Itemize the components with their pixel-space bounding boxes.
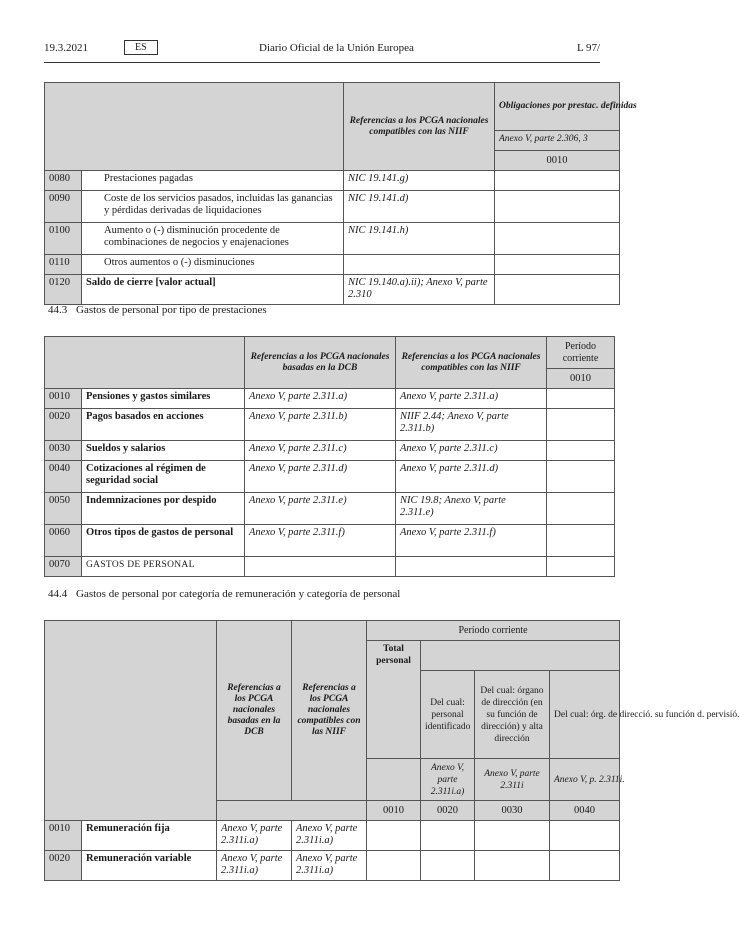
row-label: Saldo de cierre [valor actual] bbox=[82, 275, 344, 305]
row-label: Remuneración variable bbox=[82, 851, 217, 881]
row-ref: NIC 19.141.h) bbox=[344, 223, 495, 255]
table-row bbox=[45, 821, 620, 851]
table3-ref-spacer bbox=[217, 801, 367, 821]
row-label: Prestaciones pagadas bbox=[82, 171, 344, 191]
table-row bbox=[45, 461, 615, 493]
row-dcb-ref: Anexo V, parte 2.311.a) bbox=[245, 389, 396, 409]
table3-period-header: Período corriente bbox=[367, 621, 620, 641]
row-code: 0040 bbox=[45, 461, 82, 493]
table-row bbox=[45, 191, 620, 223]
row-value bbox=[475, 821, 550, 851]
table3-sub3-ref: Anexo V, p. 2.311i. bbox=[550, 759, 620, 801]
row-code: 0070 bbox=[45, 557, 82, 577]
table3-sub-spacer bbox=[421, 641, 620, 671]
row-code: 0080 bbox=[45, 171, 82, 191]
row-label: Pagos basados en acciones bbox=[82, 409, 245, 441]
row-value bbox=[547, 525, 615, 557]
table-row bbox=[45, 851, 620, 881]
row-niif-ref: NIC 19.8; Anexo V, parte 2.311.e) bbox=[396, 493, 547, 525]
row-value bbox=[547, 557, 615, 577]
table1-ref-header: Referencias a los PCGA nacionales compatibles con las NIIF bbox=[344, 83, 495, 171]
row-value bbox=[547, 409, 615, 441]
row-value bbox=[550, 851, 620, 881]
row-code: 0020 bbox=[45, 851, 82, 881]
row-value bbox=[495, 275, 620, 305]
table3-code-sub2: 0030 bbox=[475, 801, 550, 821]
table3-sub3-header: Del cual: órg. de direcció. su función d. pervisió. bbox=[550, 671, 620, 759]
section-heading: Gastos de personal por categoría de remuneración y categoría de personal bbox=[76, 588, 401, 600]
section-number: 44.4 bbox=[48, 588, 68, 600]
page-number: L 97/ bbox=[577, 42, 601, 54]
table3-total-header: Total personal bbox=[367, 641, 421, 759]
row-dcb-ref: Anexo V, parte 2.311.b) bbox=[245, 409, 396, 441]
table2-corner bbox=[45, 337, 245, 389]
table3-code-total: 0010 bbox=[367, 801, 421, 821]
row-code: 0030 bbox=[45, 441, 82, 461]
table-benefit-obligations bbox=[44, 82, 637, 305]
table2-niif-header: Referencias a los PCGA nacionales compatibles con las NIIF bbox=[396, 337, 547, 389]
table3-code-sub3: 0040 bbox=[550, 801, 620, 821]
row-niif-ref bbox=[396, 557, 547, 577]
row-value bbox=[367, 851, 421, 881]
table2-period-code: 0010 bbox=[547, 369, 615, 389]
row-label: Remuneración fija bbox=[82, 821, 217, 851]
row-code: 0110 bbox=[45, 255, 82, 275]
row-niif-ref: Anexo V, parte 2.311i.a) bbox=[292, 821, 367, 851]
row-label: Otros aumentos o (-) disminuciones bbox=[82, 255, 344, 275]
row-label: Aumento o (-) disminución procedente de combinaciones de negocios y enajenaciones bbox=[82, 223, 344, 255]
table1-obl-header: Obligaciones por prestac. definidas bbox=[495, 83, 620, 131]
section-number: 44.3 bbox=[48, 304, 68, 316]
table2-period-header: Período corriente bbox=[547, 337, 615, 369]
row-label: Coste de los servicios pasados, incluidas las ganancias y pérdidas derivadas de liquidaciones bbox=[82, 191, 344, 223]
row-label: Indemnizaciones por despido bbox=[82, 493, 245, 525]
table-staff-expenses-by-benefit bbox=[44, 336, 615, 577]
row-value bbox=[367, 821, 421, 851]
section-heading: Gastos de personal por tipo de prestaciones bbox=[76, 304, 267, 316]
row-niif-ref: Anexo V, parte 2.311.f) bbox=[396, 525, 547, 557]
row-niif-ref: Anexo V, parte 2.311.c) bbox=[396, 441, 547, 461]
row-code: 0090 bbox=[45, 191, 82, 223]
table-staff-expenses-by-remuneration bbox=[44, 620, 740, 881]
row-niif-ref: Anexo V, parte 2.311i.a) bbox=[292, 851, 367, 881]
row-value bbox=[421, 821, 475, 851]
section-title-44-3 bbox=[48, 304, 267, 316]
table-row bbox=[45, 525, 615, 557]
row-value bbox=[550, 821, 620, 851]
table3-sub1-header: Del cual: personal identificado bbox=[421, 671, 475, 759]
table3-total-ref bbox=[367, 759, 421, 801]
table-row bbox=[45, 275, 620, 305]
table3-sub1-ref: Anexo V, parte 2.311i.a) bbox=[421, 759, 475, 801]
table1-corner bbox=[45, 83, 344, 171]
table-row bbox=[45, 441, 615, 461]
row-label: GASTOS DE PERSONAL bbox=[82, 557, 245, 577]
table-row bbox=[45, 171, 620, 191]
row-value bbox=[547, 461, 615, 493]
page-header bbox=[44, 40, 624, 58]
table3-sub2-ref: Anexo V, parte 2.311i bbox=[475, 759, 550, 801]
row-niif-ref: Anexo V, parte 2.311.a) bbox=[396, 389, 547, 409]
row-dcb-ref: Anexo V, parte 2.311i.a) bbox=[217, 821, 292, 851]
row-value bbox=[421, 851, 475, 881]
row-ref: NIC 19.141.d) bbox=[344, 191, 495, 223]
row-value bbox=[547, 389, 615, 409]
row-code: 0100 bbox=[45, 223, 82, 255]
row-dcb-ref: Anexo V, parte 2.311.f) bbox=[245, 525, 396, 557]
table-row bbox=[45, 223, 620, 255]
row-code: 0010 bbox=[45, 389, 82, 409]
row-ref bbox=[344, 255, 495, 275]
row-code: 0050 bbox=[45, 493, 82, 525]
row-code: 0020 bbox=[45, 409, 82, 441]
row-code: 0120 bbox=[45, 275, 82, 305]
header-date: 19.3.2021 bbox=[44, 42, 88, 54]
table1-obl-code: 0010 bbox=[495, 151, 620, 171]
row-code: 0010 bbox=[45, 821, 82, 851]
language-badge: ES bbox=[124, 40, 158, 55]
row-ref: NIC 19.140.a).ii); Anexo V, parte 2.310 bbox=[344, 275, 495, 305]
row-ref: NIC 19.141.g) bbox=[344, 171, 495, 191]
row-dcb-ref: Anexo V, parte 2.311i.a) bbox=[217, 851, 292, 881]
table-row bbox=[45, 409, 615, 441]
row-niif-ref: NIIF 2.44; Anexo V, parte 2.311.b) bbox=[396, 409, 547, 441]
row-value bbox=[475, 851, 550, 881]
table3-dcb-header: Referencias a los PCGA nacionales basadas en la DCB bbox=[217, 621, 292, 801]
table-row bbox=[45, 557, 615, 577]
row-value bbox=[547, 493, 615, 525]
row-code: 0060 bbox=[45, 525, 82, 557]
row-value bbox=[495, 171, 620, 191]
row-value bbox=[547, 441, 615, 461]
row-value bbox=[495, 255, 620, 275]
row-label: Cotizaciones al régimen de seguridad social bbox=[82, 461, 245, 493]
table3-niif-header: Referencias a los PCGA nacionales compatibles con las NIIF bbox=[292, 621, 367, 801]
table3-code-sub1: 0020 bbox=[421, 801, 475, 821]
row-value bbox=[495, 223, 620, 255]
journal-title: Diario Oficial de la Unión Europea bbox=[259, 42, 414, 54]
row-label: Otros tipos de gastos de personal bbox=[82, 525, 245, 557]
table3-corner bbox=[45, 621, 217, 821]
row-value bbox=[495, 191, 620, 223]
row-dcb-ref bbox=[245, 557, 396, 577]
table1-obl-ref: Anexo V, parte 2.306, 3 bbox=[495, 131, 620, 151]
row-label: Pensiones y gastos similares bbox=[82, 389, 245, 409]
row-dcb-ref: Anexo V, parte 2.311.c) bbox=[245, 441, 396, 461]
table2-dcb-header: Referencias a los PCGA nacionales basadas en la DCB bbox=[245, 337, 396, 389]
row-dcb-ref: Anexo V, parte 2.311.d) bbox=[245, 461, 396, 493]
row-label: Sueldos y salarios bbox=[82, 441, 245, 461]
row-dcb-ref: Anexo V, parte 2.311.e) bbox=[245, 493, 396, 525]
row-niif-ref: Anexo V, parte 2.311.d) bbox=[396, 461, 547, 493]
table-row bbox=[45, 389, 615, 409]
section-title-44-4 bbox=[48, 588, 400, 600]
table3-sub2-header: Del cual: órgano de dirección (en su función de dirección) y alta dirección bbox=[475, 671, 550, 759]
table-row bbox=[45, 493, 615, 525]
table-row bbox=[45, 255, 620, 275]
header-rule bbox=[44, 62, 600, 63]
